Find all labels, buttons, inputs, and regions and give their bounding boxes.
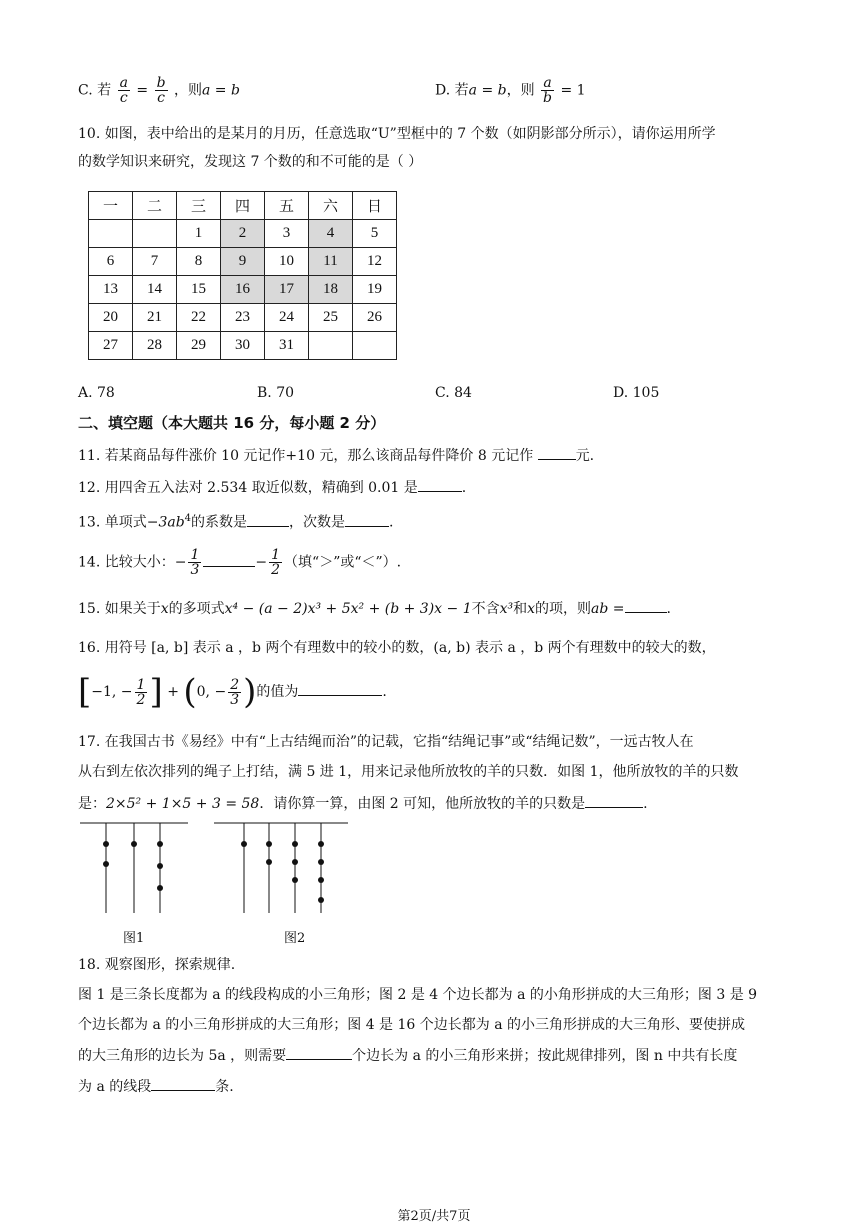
- q10-option-c: C. 84: [435, 385, 472, 401]
- calendar-header-row: [89, 192, 397, 220]
- figure-1-caption: 图1: [123, 931, 145, 946]
- calendar-row: [89, 332, 397, 360]
- calendar-header: 三: [177, 192, 221, 220]
- calendar-header: 六: [309, 192, 353, 220]
- figure-1-ropes: [80, 823, 188, 913]
- q16-line1: 16. 用符号 [a, b] 表示 a ，b 两个有理数中的较小的数，(a, b) 表示 a ，b 两个有理数中的较大的数，: [78, 640, 716, 656]
- q14: 14. 比较大小：− $\frac{1}{3}$ − $\frac{1}{2}$ （填“＞”或“＜”）.: [78, 547, 402, 578]
- calendar-header: 一: [89, 192, 133, 220]
- q17-line2: 从右到左依次排列的绳子上打结，满 5 进 1，用来记录他所放牧的羊的只数．如图 1，他所放牧的羊的只数: [78, 764, 739, 780]
- q18-line3: 个边长都为 a 的小三角形拼成的大三角形；图 4 是 16 个边长都为 a 的小三角形拼成的大三角形、要使拼成: [78, 1017, 746, 1033]
- calendar-cell: [309, 332, 353, 360]
- calendar-cell: 12: [353, 248, 397, 276]
- q10-option-d: D. 105: [613, 385, 660, 401]
- calendar-cell: 31: [265, 332, 309, 360]
- calendar-cell: 11: [309, 248, 353, 276]
- calendar-cell: 15: [177, 276, 221, 304]
- section-title: 二、填空题（本大题共 16 分，每小题 2 分）: [78, 414, 386, 432]
- q16-line2: [−1, − $\frac{1}{2}$ ] + (0, − $\frac{2}{3}$ )的值为 .: [78, 672, 387, 712]
- calendar-cell: 25: [309, 304, 353, 332]
- calendar-header: 日: [353, 192, 397, 220]
- calendar-cell: 26: [353, 304, 397, 332]
- calendar-table: [88, 191, 397, 360]
- q13: 13. 单项式$-3ab^4$的系数是 ，次数是 .: [78, 513, 394, 531]
- calendar-cell: 7: [133, 248, 177, 276]
- calendar-cell: 4: [309, 220, 353, 248]
- calendar-cell: 21: [133, 304, 177, 332]
- q10-option-a: A. 78: [78, 385, 115, 401]
- calendar-header: 五: [265, 192, 309, 220]
- q18-line4: 的大三角形的边长为 5a ，则需要 个边长为 a 的小三角形来拼；按此规律排列，图 n 中共有长度: [78, 1045, 737, 1066]
- calendar-cell: 6: [89, 248, 133, 276]
- calendar-row: [89, 276, 397, 304]
- calendar-cell: 10: [265, 248, 309, 276]
- calendar-cell: 16: [221, 276, 265, 304]
- calendar-cell: 22: [177, 304, 221, 332]
- calendar-cell: 2: [221, 220, 265, 248]
- q9-option-c: C. 若 $\frac{a}{c}$ = $\frac{b}{c}$ ，则a = b: [78, 75, 240, 106]
- calendar-cell: 24: [265, 304, 309, 332]
- q11: 11. 若某商品每件涨价 10 元记作+10 元，那么该商品每件降价 8 元记作 元.: [78, 445, 594, 466]
- page-footer: 第2页/共7页: [397, 1209, 471, 1224]
- calendar-cell: 20: [89, 304, 133, 332]
- q18-line1: 18. 观察图形，探索规律.: [78, 957, 236, 973]
- calendar-cell: 9: [221, 248, 265, 276]
- calendar-cell: 29: [177, 332, 221, 360]
- q12: 12. 用四舍五入法对 2.534 取近似数，精确到 0.01 是 .: [78, 477, 466, 498]
- calendar-cell: 19: [353, 276, 397, 304]
- calendar-cell: 28: [133, 332, 177, 360]
- q10-line2: 的数学知识来研究，发现这 7 个数的和不可能的是（ ）: [78, 154, 423, 170]
- calendar-cell: 23: [221, 304, 265, 332]
- calendar-row: [89, 248, 397, 276]
- calendar-header: 二: [133, 192, 177, 220]
- q18-line5: 为 a 的线段 条.: [78, 1076, 234, 1097]
- calendar-header: 四: [221, 192, 265, 220]
- calendar-cell: 14: [133, 276, 177, 304]
- calendar-cell: 18: [309, 276, 353, 304]
- q17-line1: 17. 在我国古书《易经》中有“上古结绳而治”的记载，它指“结绳记事”或“结绳记数”，一远古牧人在: [78, 734, 694, 750]
- calendar-cell: [353, 332, 397, 360]
- calendar-cell: 3: [265, 220, 309, 248]
- calendar-cell: 17: [265, 276, 309, 304]
- q15: 15. 如果关于x的多项式x⁴ − (a − 2)x³ + 5x² + (b + 3)x − 1不含x³和x的项，则ab = .: [78, 598, 671, 619]
- calendar-cell: 30: [221, 332, 265, 360]
- figure-2-ropes: [214, 823, 348, 913]
- calendar-cell: 1: [177, 220, 221, 248]
- q10-option-b: B. 70: [257, 385, 295, 401]
- q10-line1: 10. 如图，表中给出的是某月的月历，任意选取“U”型框中的 7 个数（如阴影部分所示），请你运用所学: [78, 126, 716, 142]
- calendar-cell: [133, 220, 177, 248]
- calendar-row: [89, 220, 397, 248]
- q18-line2: 图 1 是三条长度都为 a 的线段构成的小三角形；图 2 是 4 个边长都为 a 的小角形拼成的大三角形；图 3 是 9: [78, 987, 758, 1003]
- calendar-cell: 5: [353, 220, 397, 248]
- calendar-cell: 13: [89, 276, 133, 304]
- calendar-cell: [89, 220, 133, 248]
- calendar-row: [89, 304, 397, 332]
- q17-line3: 是：2×5² + 1×5 + 3 = 58．请你算一算，由图 2 可知，他所放牧的羊的只数是 .: [78, 793, 648, 814]
- rope-figures: [76, 818, 366, 918]
- q9-option-d: D. 若a = b，则 $\frac{a}{b}$ = 1: [435, 75, 586, 106]
- calendar-cell: 27: [89, 332, 133, 360]
- figure-2-caption: 图2: [284, 931, 306, 946]
- calendar-cell: 8: [177, 248, 221, 276]
